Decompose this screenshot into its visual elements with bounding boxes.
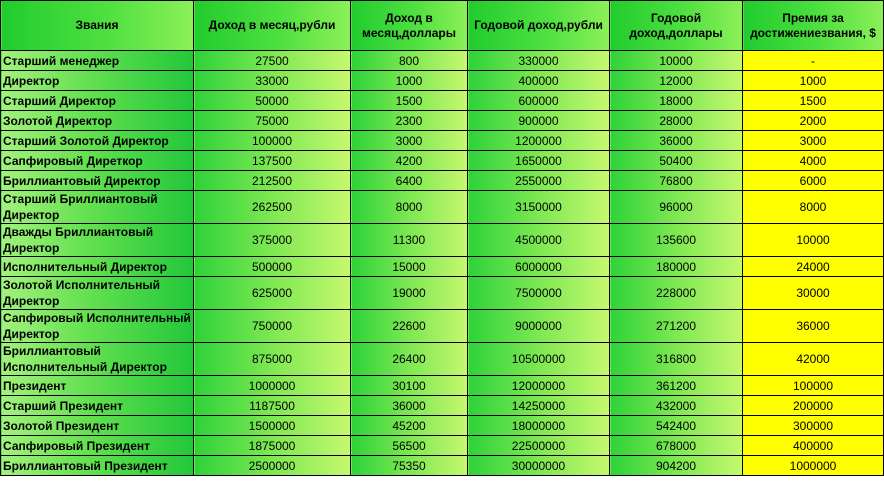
rank-cell: Старший Бриллиантовый Директор — [1, 191, 194, 224]
rank-cell: Сапфировый Президент — [1, 436, 194, 456]
monthly-rub-cell: 2500000 — [194, 456, 351, 476]
monthly-rub-cell: 212500 — [194, 171, 351, 191]
bonus-cell: 400000 — [743, 436, 884, 456]
bonus-cell: 1000000 — [743, 456, 884, 476]
monthly-rub-cell: 375000 — [194, 224, 351, 257]
annual-rub-cell: 330000 — [468, 51, 610, 71]
bonus-cell: 100000 — [743, 376, 884, 396]
header-annual-rub: Годовой доход,рубли — [468, 1, 610, 51]
annual-usd-cell: 432000 — [610, 396, 743, 416]
annual-rub-cell: 30000000 — [468, 456, 610, 476]
monthly-usd-cell: 6400 — [351, 171, 468, 191]
table-row — [1, 91, 884, 111]
rank-cell: Золотой Исполнительный Директор — [1, 277, 194, 310]
annual-usd-cell: 271200 — [610, 310, 743, 343]
annual-rub-cell: 9000000 — [468, 310, 610, 343]
annual-rub-cell: 14250000 — [468, 396, 610, 416]
annual-usd-cell: 28000 — [610, 111, 743, 131]
monthly-usd-cell: 2300 — [351, 111, 468, 131]
rank-cell: Старший менеджер — [1, 51, 194, 71]
monthly-rub-cell: 137500 — [194, 151, 351, 171]
monthly-rub-cell: 1500000 — [194, 416, 351, 436]
monthly-rub-cell: 100000 — [194, 131, 351, 151]
bonus-cell: 3000 — [743, 131, 884, 151]
table-row — [1, 51, 884, 71]
rank-cell: Президент — [1, 376, 194, 396]
table-row — [1, 111, 884, 131]
bonus-cell: 1500 — [743, 91, 884, 111]
monthly-usd-cell: 3000 — [351, 131, 468, 151]
table-row — [1, 131, 884, 151]
bonus-cell: 30000 — [743, 277, 884, 310]
rank-cell: Бриллиантовый Исполнительный Директор — [1, 343, 194, 376]
monthly-usd-cell: 800 — [351, 51, 468, 71]
table-row — [1, 171, 884, 191]
annual-usd-cell: 228000 — [610, 277, 743, 310]
annual-rub-cell: 1200000 — [468, 131, 610, 151]
bonus-cell: 300000 — [743, 416, 884, 436]
table-row — [1, 436, 884, 456]
annual-usd-cell: 361200 — [610, 376, 743, 396]
monthly-usd-cell: 8000 — [351, 191, 468, 224]
rank-cell: Директор — [1, 71, 194, 91]
monthly-usd-cell: 26400 — [351, 343, 468, 376]
annual-usd-cell: 12000 — [610, 71, 743, 91]
monthly-usd-cell: 56500 — [351, 436, 468, 456]
monthly-usd-cell: 11300 — [351, 224, 468, 257]
table-row — [1, 456, 884, 476]
monthly-rub-cell: 750000 — [194, 310, 351, 343]
annual-rub-cell: 4500000 — [468, 224, 610, 257]
header-annual-usd: Годовой доход,доллары — [610, 1, 743, 51]
annual-rub-cell: 400000 — [468, 71, 610, 91]
annual-usd-cell: 10000 — [610, 51, 743, 71]
bonus-cell: 4000 — [743, 151, 884, 171]
monthly-usd-cell: 19000 — [351, 277, 468, 310]
table-row — [1, 257, 884, 277]
monthly-rub-cell: 1000000 — [194, 376, 351, 396]
table-row — [1, 151, 884, 171]
annual-rub-cell: 6000000 — [468, 257, 610, 277]
annual-rub-cell: 7500000 — [468, 277, 610, 310]
header-bonus: Премия за достижениезвания, $ — [743, 1, 884, 51]
monthly-rub-cell: 1187500 — [194, 396, 351, 416]
annual-usd-cell: 36000 — [610, 131, 743, 151]
rank-cell: Дважды Бриллиантовый Директор — [1, 224, 194, 257]
rank-cell: Сапфировый Диреткор — [1, 151, 194, 171]
annual-usd-cell: 50400 — [610, 151, 743, 171]
table-row — [1, 191, 884, 224]
header-monthly-rub: Доход в месяц,рубли — [194, 1, 351, 51]
rank-cell: Сапфировый Исполнительный Директор — [1, 310, 194, 343]
annual-rub-cell: 900000 — [468, 111, 610, 131]
bonus-cell: 1000 — [743, 71, 884, 91]
rank-cell: Старший Золотой Директор — [1, 131, 194, 151]
header-rank: Звания — [1, 1, 194, 51]
rank-cell: Исполнительный Директор — [1, 257, 194, 277]
annual-rub-cell: 18000000 — [468, 416, 610, 436]
bonus-cell: 200000 — [743, 396, 884, 416]
bonus-cell: 36000 — [743, 310, 884, 343]
header-monthly-usd: Доход в месяц,доллары — [351, 1, 468, 51]
rank-cell: Старший Директор — [1, 91, 194, 111]
annual-usd-cell: 678000 — [610, 436, 743, 456]
monthly-rub-cell: 1875000 — [194, 436, 351, 456]
table-row — [1, 71, 884, 91]
monthly-rub-cell: 75000 — [194, 111, 351, 131]
monthly-usd-cell: 1000 — [351, 71, 468, 91]
rank-cell: Бриллиантовый Директор — [1, 171, 194, 191]
annual-rub-cell: 1650000 — [468, 151, 610, 171]
annual-usd-cell: 135600 — [610, 224, 743, 257]
bonus-cell: 10000 — [743, 224, 884, 257]
monthly-usd-cell: 45200 — [351, 416, 468, 436]
annual-rub-cell: 12000000 — [468, 376, 610, 396]
table-row — [1, 224, 884, 257]
annual-usd-cell: 180000 — [610, 257, 743, 277]
annual-usd-cell: 316800 — [610, 343, 743, 376]
monthly-usd-cell: 22600 — [351, 310, 468, 343]
monthly-rub-cell: 50000 — [194, 91, 351, 111]
monthly-usd-cell: 1500 — [351, 91, 468, 111]
monthly-rub-cell: 875000 — [194, 343, 351, 376]
annual-rub-cell: 3150000 — [468, 191, 610, 224]
table-row — [1, 376, 884, 396]
bonus-cell: 2000 — [743, 111, 884, 131]
annual-usd-cell: 542400 — [610, 416, 743, 436]
monthly-rub-cell: 27500 — [194, 51, 351, 71]
header-row — [1, 1, 884, 51]
monthly-usd-cell: 15000 — [351, 257, 468, 277]
table-row — [1, 277, 884, 310]
table-body — [1, 51, 884, 476]
monthly-rub-cell: 625000 — [194, 277, 351, 310]
annual-usd-cell: 18000 — [610, 91, 743, 111]
bonus-cell: 8000 — [743, 191, 884, 224]
rank-cell: Золотой Президент — [1, 416, 194, 436]
monthly-rub-cell: 500000 — [194, 257, 351, 277]
annual-rub-cell: 600000 — [468, 91, 610, 111]
monthly-rub-cell: 33000 — [194, 71, 351, 91]
table-row — [1, 396, 884, 416]
annual-rub-cell: 22500000 — [468, 436, 610, 456]
annual-usd-cell: 76800 — [610, 171, 743, 191]
table-row — [1, 416, 884, 436]
table-row — [1, 343, 884, 376]
monthly-rub-cell: 262500 — [194, 191, 351, 224]
annual-rub-cell: 10500000 — [468, 343, 610, 376]
bonus-cell: 24000 — [743, 257, 884, 277]
rank-cell: Старший Президент — [1, 396, 194, 416]
annual-rub-cell: 2550000 — [468, 171, 610, 191]
monthly-usd-cell: 75350 — [351, 456, 468, 476]
monthly-usd-cell: 4200 — [351, 151, 468, 171]
bonus-cell: 6000 — [743, 171, 884, 191]
monthly-usd-cell: 36000 — [351, 396, 468, 416]
annual-usd-cell: 96000 — [610, 191, 743, 224]
bonus-cell: 42000 — [743, 343, 884, 376]
monthly-usd-cell: 30100 — [351, 376, 468, 396]
annual-usd-cell: 904200 — [610, 456, 743, 476]
rank-cell: Золотой Директор — [1, 111, 194, 131]
rank-cell: Бриллиантовый Президент — [1, 456, 194, 476]
table-row — [1, 310, 884, 343]
bonus-cell: - — [743, 51, 884, 71]
